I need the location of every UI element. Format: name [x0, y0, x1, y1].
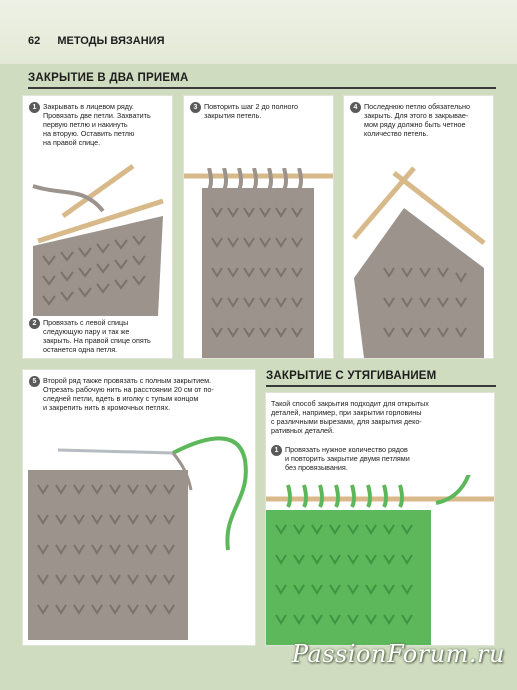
step-text: Провязать нужное количество рядов и повторить закрытие двумя петлями без провязывания. [285, 445, 410, 472]
step-number: 3 [190, 102, 201, 113]
section-rule [266, 385, 496, 387]
step-text: Последнюю петлю обязательно закрыть. Для этого в закрывае- мом ряду должно быть четное количество петель. [364, 102, 470, 138]
step-number: 4 [350, 102, 361, 113]
step-card-4 [344, 96, 493, 358]
knitting-photo-5 [23, 420, 255, 640]
knitting-photo-3 [184, 168, 333, 358]
step-card-3 [184, 96, 333, 358]
step-text: Закрывать в лицевом ряду. Провязать две петли. Захватить первую петлю и накинуть на вторую. Оставить петлю на правой спице. [43, 102, 151, 147]
step-card-pull-through [266, 393, 494, 645]
step-card-1 [23, 96, 172, 358]
step-number: 1 [271, 445, 282, 456]
step-4 [350, 102, 470, 138]
step-text: Провязать с левой спицы следующую пару и так же закрыть. На правой спице опять останется одна петля. [43, 318, 151, 354]
step-card-5 [23, 370, 255, 645]
watermark: PassionForum.ru [291, 640, 505, 668]
step-1 [29, 102, 151, 147]
section-title-pull-through: ЗАКРЫТИЕ С УТЯГИВАНИЕМ [266, 370, 437, 382]
step-3 [190, 102, 298, 120]
step-2 [29, 318, 151, 354]
intro-text: Такой способ закрытия подходит для открытых деталей, например, при закрытии горловины с различными вырезами, для закрытия деко- ративных деталей. [271, 399, 429, 435]
section-rule [28, 87, 496, 89]
step-number: 2 [29, 318, 40, 329]
knitting-photo-1 [23, 156, 172, 316]
step-5 [29, 376, 214, 412]
section-intro [271, 399, 429, 435]
step-number: 5 [29, 376, 40, 387]
chapter-title: МЕТОДЫ ВЯЗАНИЯ [57, 35, 165, 47]
top-band [0, 0, 517, 64]
knitting-photo-4 [344, 158, 493, 358]
step-text: Второй ряд также провязать с полным закрытием. Отрезать рабочую нить на расстоянии 20 см от по- следней петли, вдеть в иголку с тупым концом и закрепить нить в кромочных петлях. [43, 376, 214, 412]
knitting-photo-green [266, 475, 494, 645]
page-header [28, 35, 165, 47]
section-title-two-step: ЗАКРЫТИЕ В ДВА ПРИЕМА [28, 72, 189, 84]
step-text: Повторить шаг 2 до полного закрытия петель. [204, 102, 298, 120]
step-1-pull-through [271, 445, 410, 472]
page-number: 62 [28, 35, 41, 47]
step-number: 1 [29, 102, 40, 113]
